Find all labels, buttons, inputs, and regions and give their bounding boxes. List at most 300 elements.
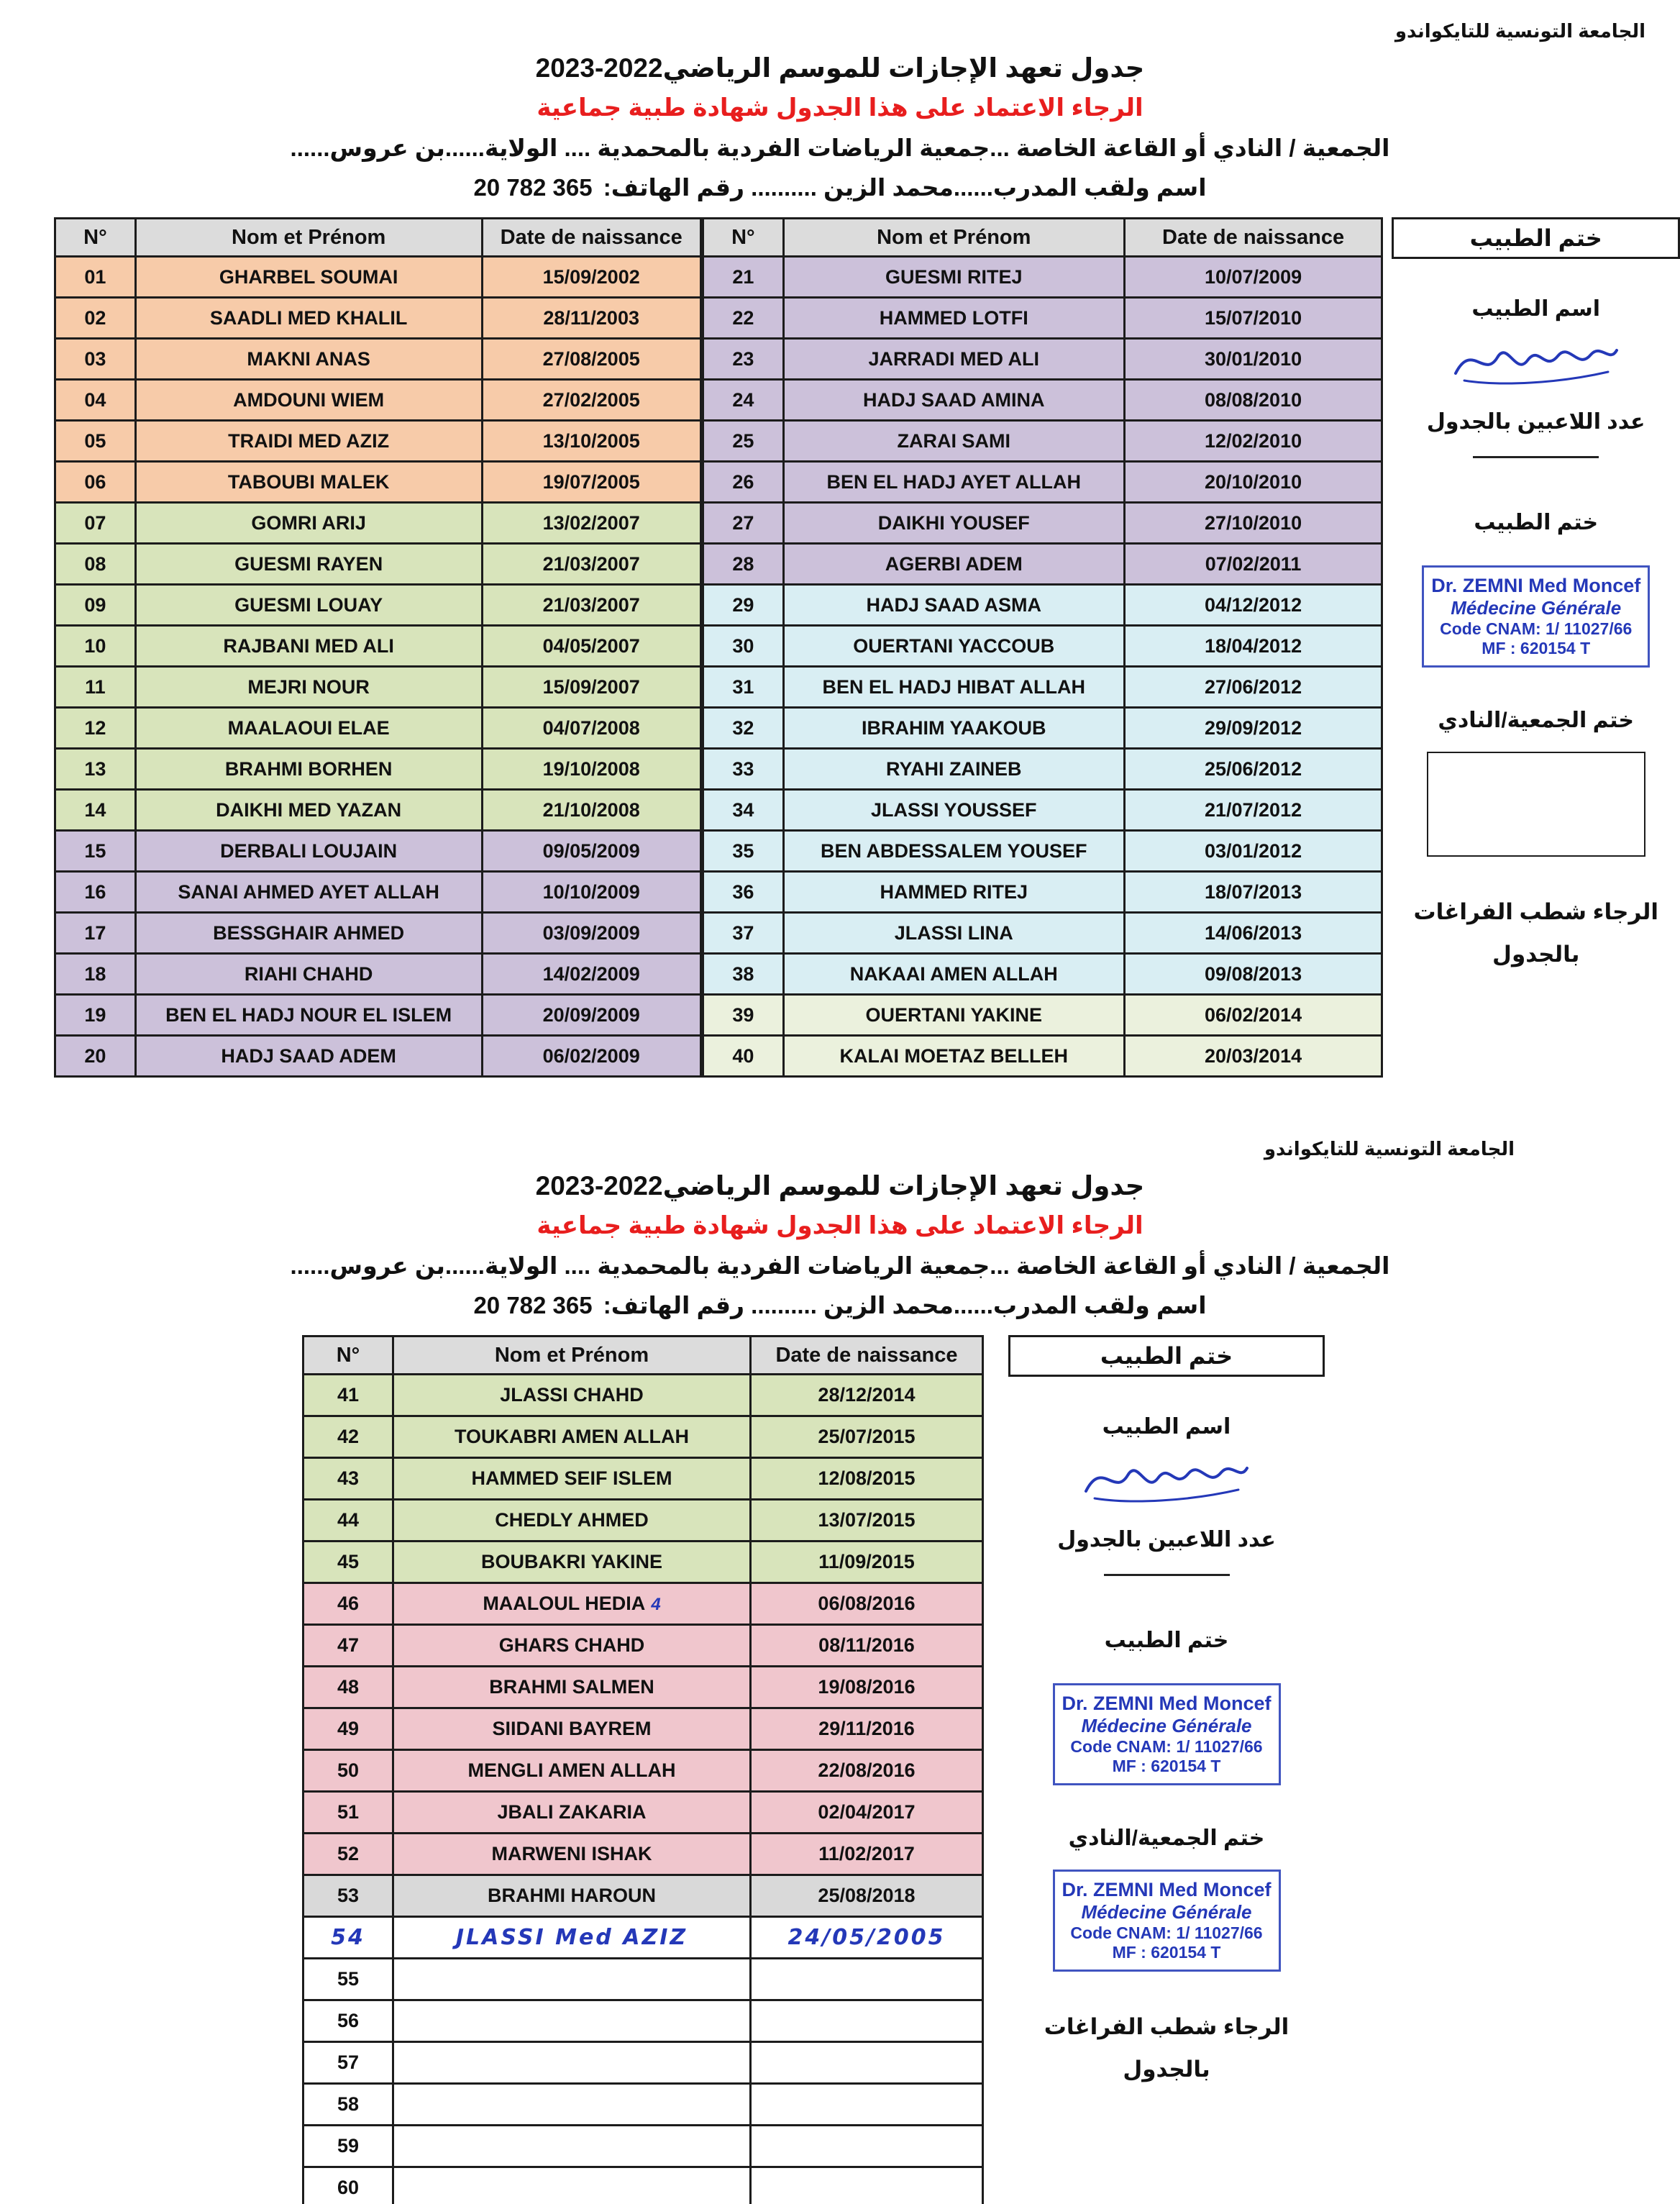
doctor-stamp-label: ختم الطبيب — [1104, 1629, 1229, 1652]
player-name — [393, 2126, 751, 2167]
row-number: 03 — [55, 339, 136, 380]
player-name: BRAHMI HAROUN — [393, 1875, 751, 1917]
row-number: 50 — [303, 1750, 393, 1792]
birth-date: 24/05/2005 — [751, 1917, 983, 1959]
document-title: جدول تعهد الإجازات للموسم الرياضي2022-2023 — [535, 53, 1145, 83]
stamp-doctor-name: Dr. ZEMNI Med Moncef — [1062, 1693, 1272, 1714]
table-row — [303, 2167, 983, 2204]
player-name: BRAHMI BORHEN — [135, 749, 482, 790]
birth-date: 29/09/2012 — [1124, 708, 1382, 749]
player-name: HAMMED LOTFI — [783, 298, 1124, 339]
birth-date — [751, 2126, 983, 2167]
birth-date: 12/02/2010 — [1124, 421, 1382, 462]
row-number: 43 — [303, 1458, 393, 1500]
birth-date: 27/06/2012 — [1124, 667, 1382, 708]
birth-date: 19/10/2008 — [482, 749, 700, 790]
club-line: الجمعية / النادي أو القاعة الخاصة ...جمعية الرياضات الفردية بالمحمدية .... الولاية......بن عروس...... — [290, 135, 1390, 161]
player-name: OUERTANI YACCOUB — [783, 626, 1124, 667]
row-number: 48 — [303, 1667, 393, 1708]
row-number: 27 — [703, 503, 783, 544]
stamp-mf-code: MF : 620154 T — [1112, 1757, 1221, 1775]
column-header-name: Nom et Prénom — [393, 1336, 751, 1375]
birth-date: 25/07/2015 — [751, 1416, 983, 1458]
table-row — [55, 872, 701, 913]
table-row — [703, 298, 1382, 339]
club-stamp-blank-box[interactable] — [1427, 752, 1645, 857]
player-name — [393, 2167, 751, 2204]
birth-date: 03/09/2009 — [482, 913, 700, 954]
table-row — [703, 790, 1382, 831]
doctor-signature — [1080, 1447, 1253, 1511]
header-row — [55, 219, 701, 257]
birth-date — [751, 2084, 983, 2126]
row-number: 39 — [703, 995, 783, 1036]
table-row — [55, 257, 701, 298]
panel-note-line1: الرجاء شطب الفراغات — [1413, 899, 1658, 924]
table-body — [55, 257, 701, 1077]
table-row — [303, 2000, 983, 2042]
birth-date: 15/07/2010 — [1124, 298, 1382, 339]
table-row — [703, 462, 1382, 503]
table-row — [303, 1542, 983, 1583]
player-name: SAADLI MED KHALIL — [135, 298, 482, 339]
row-number: 32 — [703, 708, 783, 749]
player-name: HADJ SAAD AMINA — [783, 380, 1124, 421]
table-row — [303, 2042, 983, 2084]
player-name: BESSGHAIR AHMED — [135, 913, 482, 954]
birth-date: 21/03/2007 — [482, 585, 700, 626]
club-line: الجمعية / النادي أو القاعة الخاصة ...جمعية الرياضات الفردية بالمحمدية .... الولاية......بن عروس...... — [290, 1252, 1390, 1279]
row-number: 02 — [55, 298, 136, 339]
column-header-number: N° — [703, 219, 783, 257]
player-name: DAIKHI YOUSEF — [783, 503, 1124, 544]
birth-date: 02/04/2017 — [751, 1792, 983, 1834]
panel-note-line2: بالجدول — [1123, 2056, 1210, 2082]
row-number: 24 — [703, 380, 783, 421]
birth-date: 15/09/2002 — [482, 257, 700, 298]
row-number: 17 — [55, 913, 136, 954]
row-number: 60 — [303, 2167, 393, 2204]
birth-date — [751, 2000, 983, 2042]
player-name: MENGLI AMEN ALLAH — [393, 1750, 751, 1792]
stamp-specialty: Médecine Générale — [1081, 1715, 1252, 1736]
row-number: 52 — [303, 1834, 393, 1875]
birth-date: 18/04/2012 — [1124, 626, 1382, 667]
row-number: 47 — [303, 1625, 393, 1667]
player-name: HADJ SAAD ASMA — [783, 585, 1124, 626]
player-name: MAKNI ANAS — [135, 339, 482, 380]
doctor-stamp-panel-1 — [1392, 217, 1680, 976]
birth-date: 28/11/2003 — [482, 298, 700, 339]
table-row — [703, 1036, 1382, 1077]
stamp-mf-code: MF : 620154 T — [1482, 639, 1591, 657]
row-number: 08 — [55, 544, 136, 585]
document-title: جدول تعهد الإجازات للموسم الرياضي2022-2023 — [535, 1171, 1145, 1201]
document-subtitle: الرجاء الاعتماد على هذا الجدول شهادة طبية جماعية — [537, 94, 1143, 122]
birth-date: 07/02/2011 — [1124, 544, 1382, 585]
players-count-blank[interactable] — [1473, 455, 1599, 458]
table-row — [55, 749, 701, 790]
birth-date: 03/01/2012 — [1124, 831, 1382, 872]
federation-name: الجامعة التونسية للتايكواندو — [1264, 1138, 1515, 1160]
birth-date: 21/03/2007 — [482, 544, 700, 585]
table-row — [303, 1375, 983, 1416]
player-name: GHARBEL SOUMAI — [135, 257, 482, 298]
birth-date: 27/10/2010 — [1124, 503, 1382, 544]
table-row — [303, 1500, 983, 1542]
player-name: JLASSI CHAHD — [393, 1375, 751, 1416]
stamp-cnam-code: Code CNAM: 1/ 11027/66 — [1070, 1923, 1263, 1942]
player-name: CHEDLY AHMED — [393, 1500, 751, 1542]
birth-date: 19/07/2005 — [482, 462, 700, 503]
doctor-stamp — [1422, 565, 1650, 668]
table-row — [303, 1792, 983, 1834]
table-row — [703, 503, 1382, 544]
player-name — [393, 2000, 751, 2042]
player-name: GUESMI RAYEN — [135, 544, 482, 585]
row-number: 31 — [703, 667, 783, 708]
birth-date — [751, 2042, 983, 2084]
player-name: BRAHMI SALMEN — [393, 1667, 751, 1708]
row-number: 18 — [55, 954, 136, 995]
phone-number: 20 782 365 — [473, 174, 593, 201]
panel-note — [1413, 891, 1658, 976]
player-name: JARRADI MED ALI — [783, 339, 1124, 380]
player-name: MAALAOUI ELAE — [135, 708, 482, 749]
row-number: 29 — [703, 585, 783, 626]
panel-note-line2: بالجدول — [1492, 941, 1580, 967]
birth-date: 20/10/2010 — [1124, 462, 1382, 503]
table-row — [303, 2126, 983, 2167]
player-name: JLASSI YOUSSEF — [783, 790, 1124, 831]
birth-date: 21/10/2008 — [482, 790, 700, 831]
column-header-dob: Date de naissance — [751, 1336, 983, 1375]
row-number: 56 — [303, 2000, 393, 2042]
doctor-stamp-label: ختم الطبيب — [1474, 511, 1599, 534]
player-name: TABOUBI MALEK — [135, 462, 482, 503]
birth-date: 19/08/2016 — [751, 1667, 983, 1708]
doctor-stamp-panel-2 — [1008, 1335, 1325, 2091]
player-name: JLASSI LINA — [783, 913, 1124, 954]
birth-date: 27/08/2005 — [482, 339, 700, 380]
birth-date: 13/10/2005 — [482, 421, 700, 462]
doctor-signature — [1450, 329, 1622, 393]
table-row — [55, 831, 701, 872]
row-number: 34 — [703, 790, 783, 831]
table-row — [703, 544, 1382, 585]
row-number: 19 — [55, 995, 136, 1036]
phone-number: 20 782 365 — [473, 1292, 593, 1319]
table-row — [703, 626, 1382, 667]
table-row — [55, 954, 701, 995]
column-header-number: N° — [303, 1336, 393, 1375]
table-header — [703, 219, 1382, 257]
birth-date: 11/09/2015 — [751, 1542, 983, 1583]
table-row — [55, 667, 701, 708]
row-number: 54 — [303, 1917, 393, 1959]
panel-note — [1044, 2006, 1289, 2091]
player-name: GUESMI LOUAY — [135, 585, 482, 626]
table-row — [55, 708, 701, 749]
player-name: BEN EL HADJ HIBAT ALLAH — [783, 667, 1124, 708]
coach-line — [0, 173, 1680, 201]
players-table-1-20 — [54, 217, 702, 1078]
table-row — [55, 462, 701, 503]
table-row — [55, 626, 701, 667]
row-number: 16 — [55, 872, 136, 913]
birth-date: 28/12/2014 — [751, 1375, 983, 1416]
row-number: 09 — [55, 585, 136, 626]
club-stamp-label: ختم الجمعية/النادي — [1068, 1826, 1265, 1850]
player-name: JLASSI Med AZIZ — [393, 1917, 751, 1959]
row-number: 25 — [703, 421, 783, 462]
birth-date: 06/02/2009 — [482, 1036, 700, 1077]
player-name: SANAI AHMED AYET ALLAH — [135, 872, 482, 913]
row-number: 10 — [55, 626, 136, 667]
row-number: 11 — [55, 667, 136, 708]
players-table-41-60 — [302, 1335, 984, 2204]
player-name: GUESMI RITEJ — [783, 257, 1124, 298]
table-row — [55, 503, 701, 544]
table-row — [703, 339, 1382, 380]
table-header — [55, 219, 701, 257]
table-row — [703, 954, 1382, 995]
row-number: 30 — [703, 626, 783, 667]
birth-date: 14/06/2013 — [1124, 913, 1382, 954]
table-row — [703, 585, 1382, 626]
table-row — [55, 790, 701, 831]
row-number: 49 — [303, 1708, 393, 1750]
coach-line-text: اسم ولقب المدرب......محمد الزين .......... رقم الهاتف: — [603, 174, 1207, 201]
player-name: MAALOUL HEDIA 4 — [393, 1583, 751, 1625]
birth-date: 04/07/2008 — [482, 708, 700, 749]
row-number: 28 — [703, 544, 783, 585]
birth-date: 04/12/2012 — [1124, 585, 1382, 626]
player-name: MEJRI NOUR — [135, 667, 482, 708]
table-row — [303, 1875, 983, 1917]
row-number: 42 — [303, 1416, 393, 1458]
table-row — [55, 585, 701, 626]
column-header-name: Nom et Prénom — [135, 219, 482, 257]
doctor-stamp — [1053, 1683, 1281, 1785]
row-number: 20 — [55, 1036, 136, 1077]
table-row — [55, 421, 701, 462]
players-count-blank[interactable] — [1104, 1572, 1230, 1576]
birth-date: 25/08/2018 — [751, 1875, 983, 1917]
row-number: 38 — [703, 954, 783, 995]
row-number: 58 — [303, 2084, 393, 2126]
birth-date: 13/07/2015 — [751, 1500, 983, 1542]
birth-date: 29/11/2016 — [751, 1708, 983, 1750]
player-name: JBALI ZAKARIA — [393, 1792, 751, 1834]
player-name: ZARAI SAMI — [783, 421, 1124, 462]
table-row — [55, 1036, 701, 1077]
table-row — [303, 1458, 983, 1500]
row-number: 35 — [703, 831, 783, 872]
row-number: 05 — [55, 421, 136, 462]
row-number: 04 — [55, 380, 136, 421]
player-name: BEN EL HADJ NOUR EL ISLEM — [135, 995, 482, 1036]
doctor-stamp — [1053, 1870, 1281, 1972]
player-name: SIIDANI BAYREM — [393, 1708, 751, 1750]
header-row — [303, 1336, 983, 1375]
players-count-label: عدد اللاعبين بالجدول — [1426, 410, 1645, 434]
birth-date: 04/05/2007 — [482, 626, 700, 667]
row-number: 15 — [55, 831, 136, 872]
player-name: HAMMED SEIF ISLEM — [393, 1458, 751, 1500]
panel-note-line1: الرجاء شطب الفراغات — [1044, 2014, 1289, 2039]
player-name: MARWENI ISHAK — [393, 1834, 751, 1875]
table-row — [303, 1750, 983, 1792]
player-name: HADJ SAAD ADEM — [135, 1036, 482, 1077]
birth-date: 08/11/2016 — [751, 1625, 983, 1667]
roster-tables-2 — [302, 1335, 1680, 2204]
table-row — [303, 1416, 983, 1458]
birth-date: 15/09/2007 — [482, 667, 700, 708]
player-name: NAKAAI AMEN ALLAH — [783, 954, 1124, 995]
stamp-specialty: Médecine Générale — [1081, 1901, 1252, 1923]
row-number: 59 — [303, 2126, 393, 2167]
player-name: GOMRI ARIJ — [135, 503, 482, 544]
player-name — [393, 1959, 751, 2000]
birth-date: 06/02/2014 — [1124, 995, 1382, 1036]
roster-tables-1 — [54, 217, 1680, 1078]
player-name: BOUBAKRI YAKINE — [393, 1542, 751, 1583]
row-number: 55 — [303, 1959, 393, 2000]
row-number: 57 — [303, 2042, 393, 2084]
birth-date: 09/08/2013 — [1124, 954, 1382, 995]
birth-date: 10/07/2009 — [1124, 257, 1382, 298]
birth-date: 13/02/2007 — [482, 503, 700, 544]
birth-date — [751, 1959, 983, 2000]
birth-date: 25/06/2012 — [1124, 749, 1382, 790]
table-row — [303, 1708, 983, 1750]
player-name — [393, 2042, 751, 2084]
table-row — [703, 667, 1382, 708]
table-row — [303, 1917, 983, 1959]
document-subtitle: الرجاء الاعتماد على هذا الجدول شهادة طبية جماعية — [537, 1212, 1143, 1239]
table-body — [703, 257, 1382, 1077]
table-row — [703, 872, 1382, 913]
birth-date: 10/10/2009 — [482, 872, 700, 913]
birth-date: 12/08/2015 — [751, 1458, 983, 1500]
player-name: BEN EL HADJ AYET ALLAH — [783, 462, 1124, 503]
doctor-name-label: اسم الطبيب — [1471, 297, 1601, 321]
stamp-specialty: Médecine Générale — [1451, 597, 1622, 619]
table-row — [55, 339, 701, 380]
row-number: 12 — [55, 708, 136, 749]
table-row — [55, 544, 701, 585]
birth-date: 14/02/2009 — [482, 954, 700, 995]
row-number: 45 — [303, 1542, 393, 1583]
club-stamp-label: ختم الجمعية/النادي — [1438, 709, 1635, 732]
table-header — [303, 1336, 983, 1375]
row-number: 07 — [55, 503, 136, 544]
row-number: 46 — [303, 1583, 393, 1625]
row-number: 36 — [703, 872, 783, 913]
row-number: 53 — [303, 1875, 393, 1917]
column-header-dob: Date de naissance — [1124, 219, 1382, 257]
birth-date: 06/08/2016 — [751, 1583, 983, 1625]
row-number: 22 — [703, 298, 783, 339]
birth-date: 20/03/2014 — [1124, 1036, 1382, 1077]
stamp-cnam-code: Code CNAM: 1/ 11027/66 — [1070, 1737, 1263, 1756]
table-row — [55, 380, 701, 421]
row-number: 40 — [703, 1036, 783, 1077]
row-number: 06 — [55, 462, 136, 503]
sheet-part-1 — [0, 0, 1680, 1078]
player-name: KALAI MOETAZ BELLEH — [783, 1036, 1124, 1077]
row-number: 01 — [55, 257, 136, 298]
stamp-doctor-name: Dr. ZEMNI Med Moncef — [1431, 575, 1641, 596]
table-row — [703, 380, 1382, 421]
table-row — [303, 1834, 983, 1875]
birth-date: 21/07/2012 — [1124, 790, 1382, 831]
doctor-name-label: اسم الطبيب — [1102, 1415, 1231, 1439]
table-row — [703, 708, 1382, 749]
row-number: 21 — [703, 257, 783, 298]
player-name: GHARS CHAHD — [393, 1625, 751, 1667]
birth-date: 30/01/2010 — [1124, 339, 1382, 380]
birth-date — [751, 2167, 983, 2204]
player-name — [393, 2084, 751, 2126]
coach-line — [0, 1291, 1680, 1319]
table-body — [303, 1375, 983, 2204]
column-header-dob: Date de naissance — [482, 219, 700, 257]
table-row — [703, 831, 1382, 872]
player-name: DAIKHI MED YAZAN — [135, 790, 482, 831]
birth-date: 08/08/2010 — [1124, 380, 1382, 421]
player-name: RYAHI ZAINEB — [783, 749, 1124, 790]
row-number: 44 — [303, 1500, 393, 1542]
row-number: 13 — [55, 749, 136, 790]
player-name: RAJBANI MED ALI — [135, 626, 482, 667]
column-header-name: Nom et Prénom — [783, 219, 1124, 257]
table-row — [303, 1667, 983, 1708]
table-row — [703, 995, 1382, 1036]
player-name: AMDOUNI WIEM — [135, 380, 482, 421]
player-name: HAMMED RITEJ — [783, 872, 1124, 913]
federation-name: الجامعة التونسية للتايكواندو — [1394, 20, 1645, 42]
player-name: AGERBI ADEM — [783, 544, 1124, 585]
birth-date: 20/09/2009 — [482, 995, 700, 1036]
header-row — [703, 219, 1382, 257]
table-row — [303, 2084, 983, 2126]
sheet-part-2 — [0, 1118, 1680, 2204]
table-row — [703, 257, 1382, 298]
players-table-21-40 — [702, 217, 1384, 1078]
player-name: RIAHI CHAHD — [135, 954, 482, 995]
birth-date: 27/02/2005 — [482, 380, 700, 421]
table-row — [703, 421, 1382, 462]
player-name: BEN ABDESSALEM YOUSEF — [783, 831, 1124, 872]
row-number: 51 — [303, 1792, 393, 1834]
player-name: OUERTANI YAKINE — [783, 995, 1124, 1036]
table-row — [303, 1625, 983, 1667]
birth-date: 22/08/2016 — [751, 1750, 983, 1792]
birth-date: 18/07/2013 — [1124, 872, 1382, 913]
panel-title: ختم الطبيب — [1392, 217, 1680, 259]
birth-date: 09/05/2009 — [482, 831, 700, 872]
birth-date: 11/02/2017 — [751, 1834, 983, 1875]
table-row — [303, 1959, 983, 2000]
table-row — [703, 749, 1382, 790]
table-row — [303, 1583, 983, 1625]
table-row — [55, 298, 701, 339]
row-number: 41 — [303, 1375, 393, 1416]
player-name: DERBALI LOUJAIN — [135, 831, 482, 872]
coach-line-text: اسم ولقب المدرب......محمد الزين .......... رقم الهاتف: — [603, 1292, 1207, 1319]
